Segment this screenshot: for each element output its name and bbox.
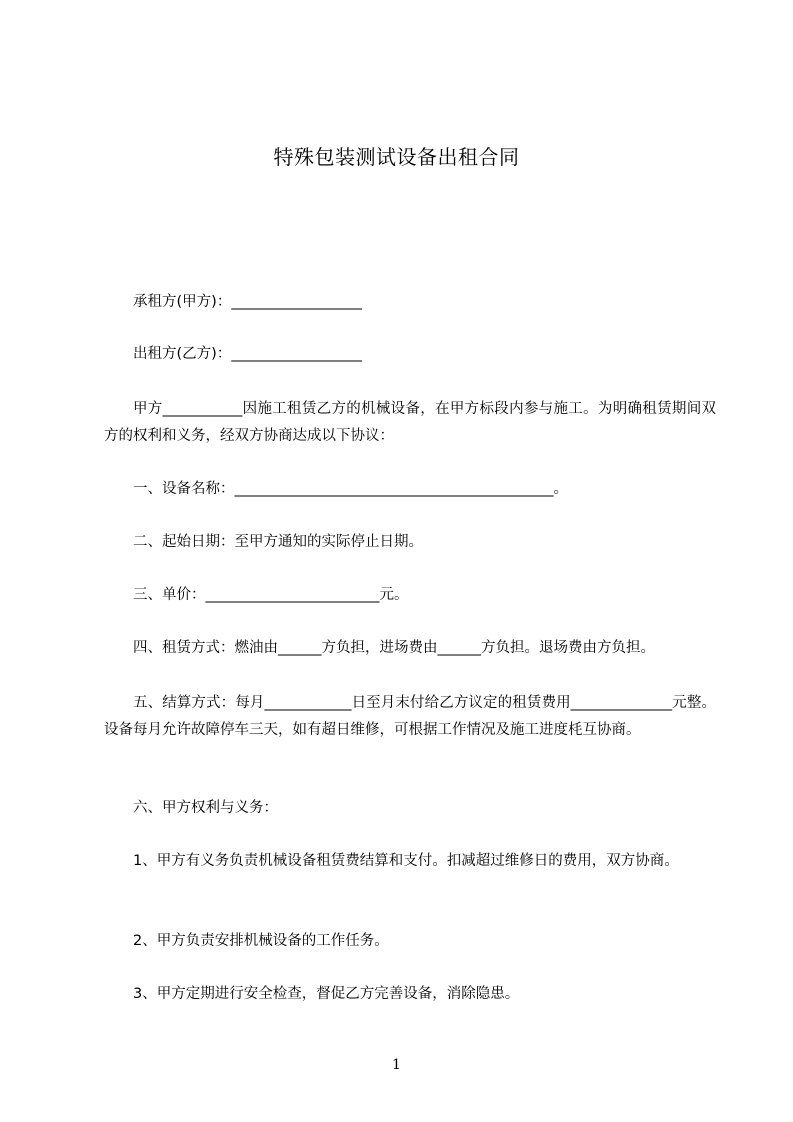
clause-2-start-date: 二、起始日期：至甲方通知的实际停止日期。 [133, 534, 423, 550]
page-number: 1 [392, 1057, 401, 1073]
clause-4-lease-method: 四、租赁方式：燃油由______方负担，进场费由______方负担。退场费由方负担。 [133, 640, 655, 656]
clause-6-heading: 六、甲方权利与义务： [133, 800, 278, 816]
preamble-paragraph: 甲方___________因施工租赁乙方的机械设备，在甲方标段内参与施工。为明确租赁期间双方的权利和义务，经双方协商达成以下协议： [104, 401, 716, 444]
clause-6-item-2: 2、甲方负责安排机械设备的工作任务。 [133, 933, 389, 949]
clause-1-equipment-name: 一、设备名称：____________________________________________。 [133, 481, 568, 497]
lessee-line: 承租方(甲方)：__________________ [133, 294, 362, 310]
document-title: 特殊包装测试设备出租合同 [273, 145, 520, 169]
clause-6-item-3: 3、甲方定期进行安全检查，督促乙方完善设备，消除隐患。 [133, 986, 520, 1002]
clause-5-settlement: 五、结算方式：每月____________日至月末付给乙方议定的租赁费用______________元整。设备每月允许故障停车三天，如有超日维修，可根据工作情况及施工进度枆互协商。 [104, 695, 716, 738]
clause-3-unit-price: 三、单价：________________________元。 [133, 587, 409, 603]
clause-6-item-1: 1、甲方有义务负责机械设备租赁费结算和支付。扣减超过维修日的费用，双方协商。 [133, 853, 679, 869]
lessor-line: 出租方(乙方)：__________________ [133, 346, 362, 362]
